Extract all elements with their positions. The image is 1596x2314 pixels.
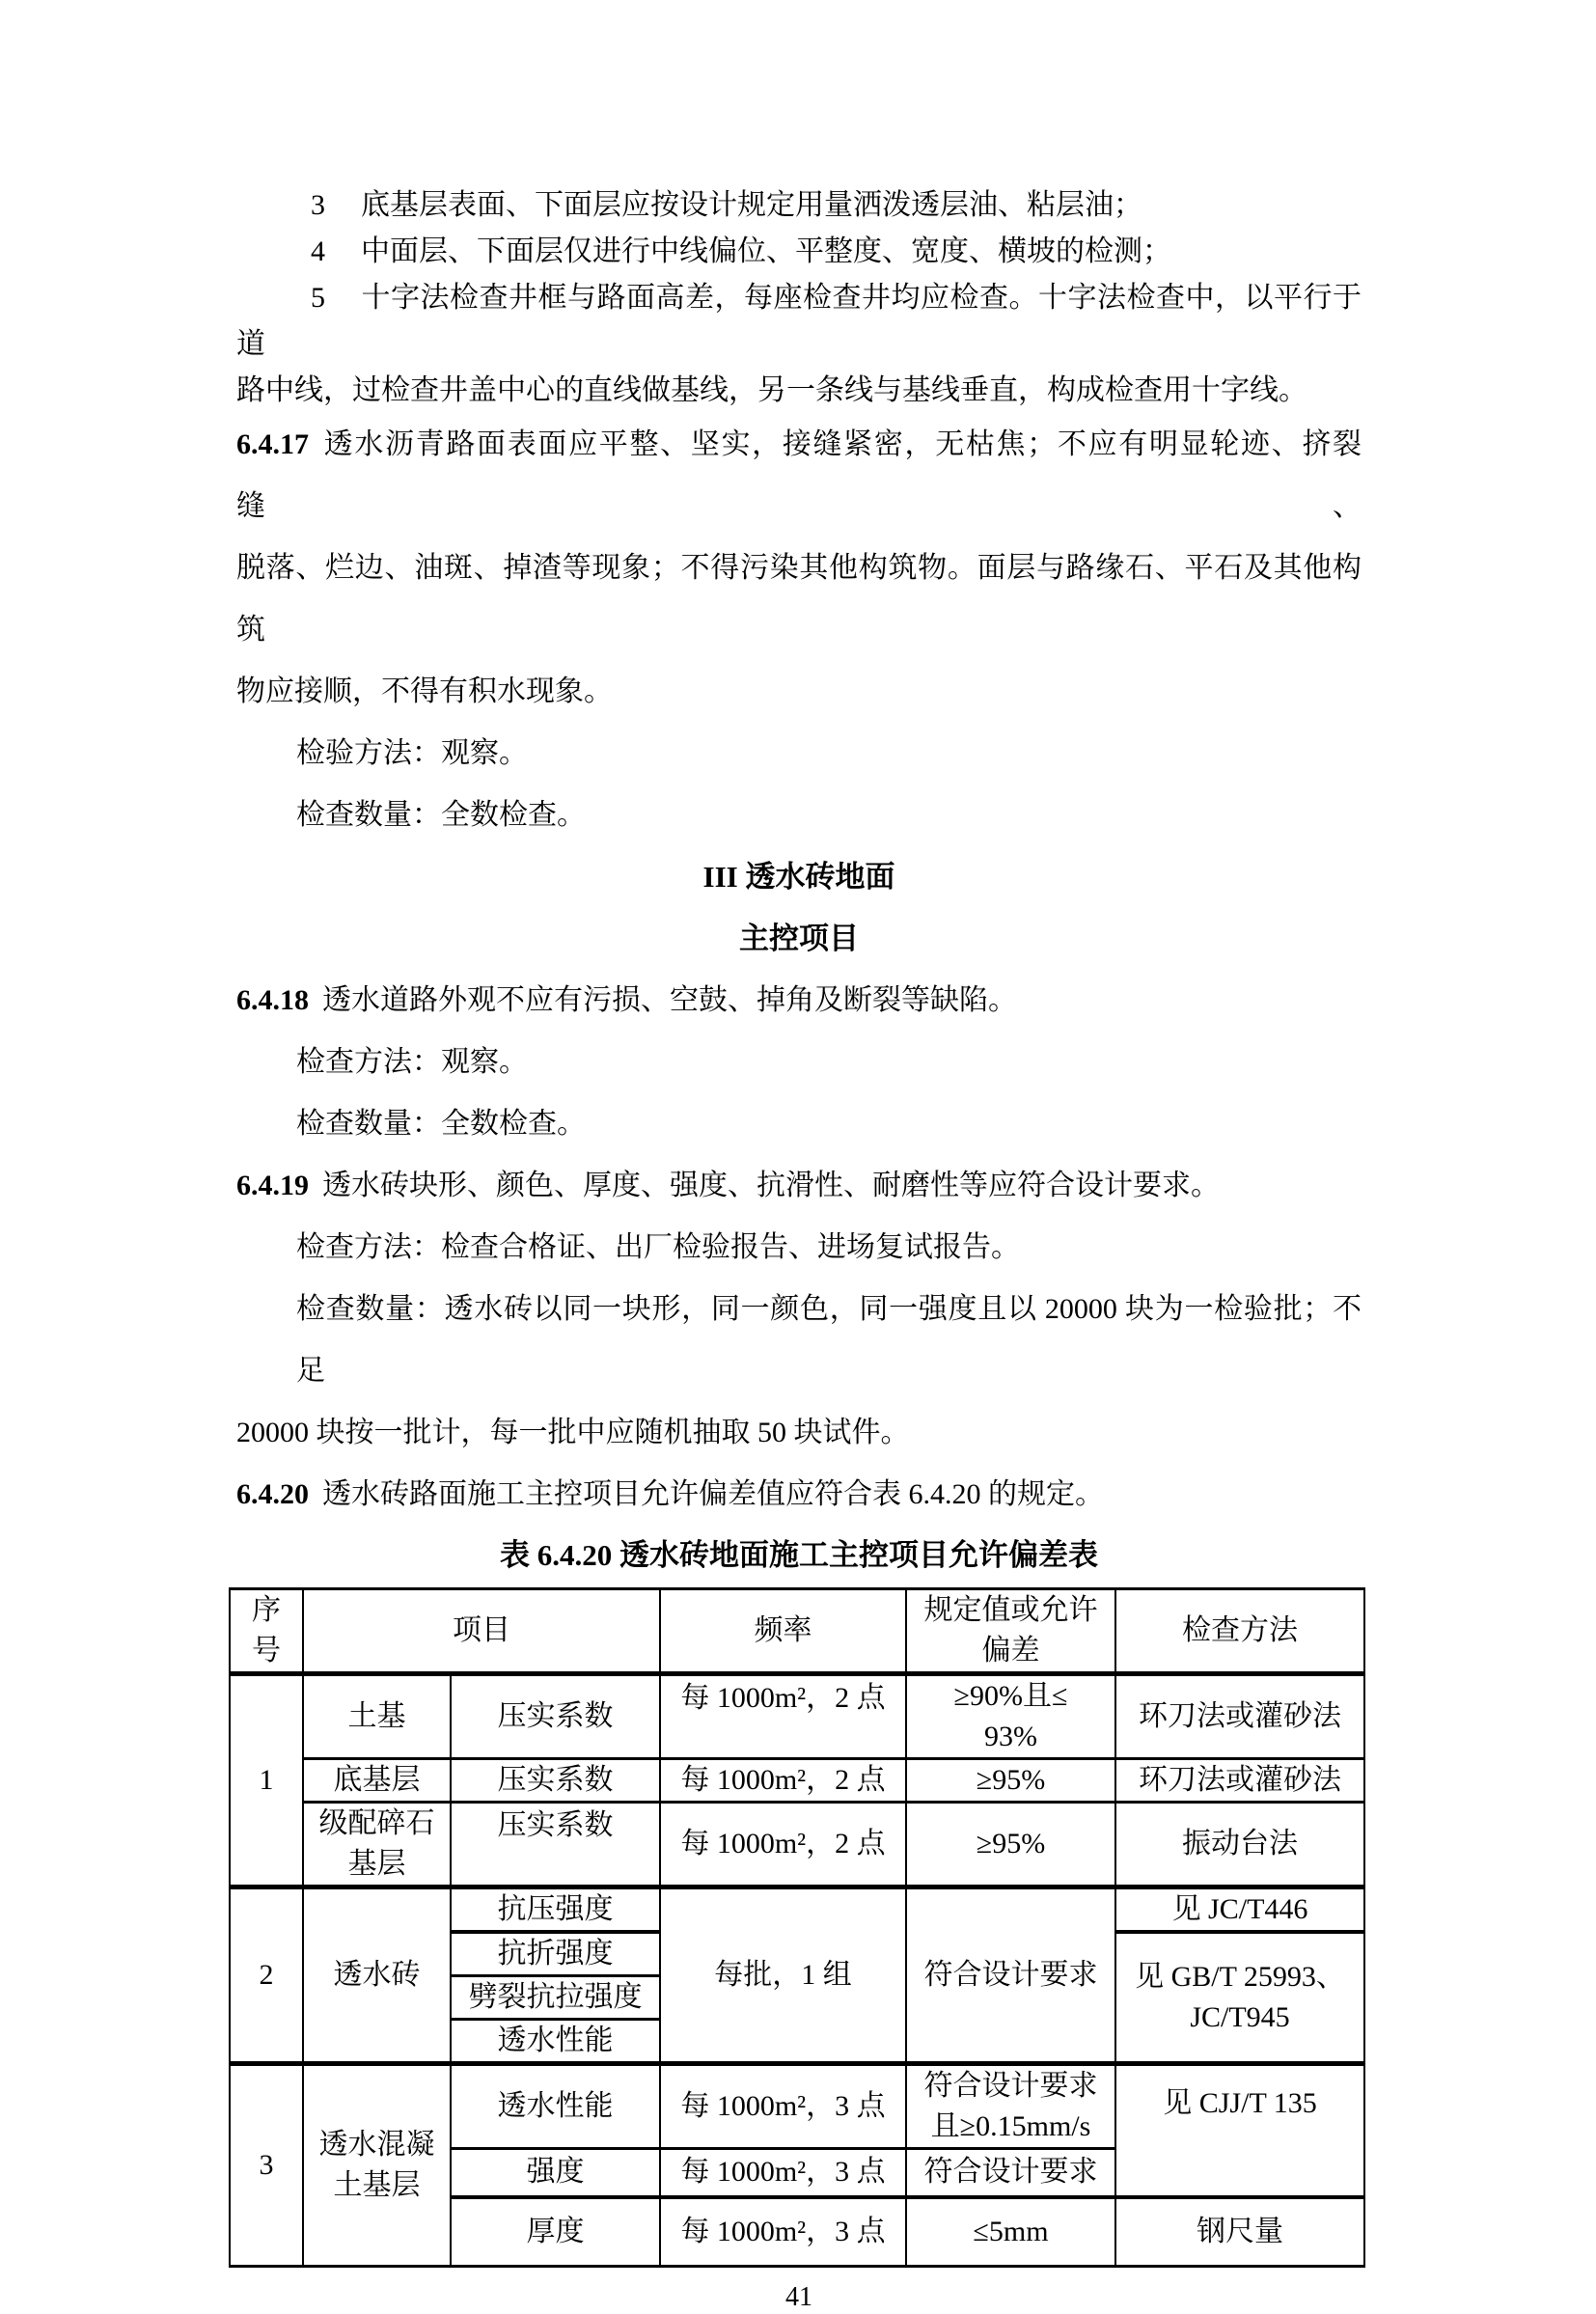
cell-g1r3-item-line1: 级配碎石 [318, 1807, 435, 1839]
list-item-3-text: 底基层表面、下面层应按设计规定用量洒泼透层油、粘层油； [361, 189, 1142, 221]
cell-g2-item: 透水砖 [303, 1887, 451, 2064]
clause-6-4-17-line2: 脱落、烂边、油斑、掉渣等现象；不得污染其他构筑物。面层与路缘石、平石及其他构筑 [236, 552, 1362, 646]
cell-g2-tolerance: 符合设计要求 [906, 1887, 1115, 2064]
cell-g3r3-tolerance: ≤5mm [906, 2197, 1115, 2267]
cell-g2r2-method [1115, 1932, 1364, 2064]
cell-g1r3-item-line2: 基层 [347, 1848, 406, 1880]
clause-6-4-19-text: 透水砖块形、颜色、厚度、强度、抗滑性、耐磨性等应符合设计要求。 [322, 1170, 1220, 1201]
list-item-3 [236, 182, 1362, 229]
clause-6-4-17-number: 6.4.17 [236, 428, 309, 460]
clause-6-4-18 [236, 970, 1362, 1032]
cell-g3r2-subitem: 强度 [451, 2149, 660, 2197]
clause-6-4-19-quantity-line1: 检查数量：透水砖以同一块形，同一颜色，同一强度且以 20000 块为一检验批；不足 [296, 1293, 1362, 1387]
cell-g3r1-tolerance-line1: 符合设计要求 [923, 2070, 1098, 2102]
cell-g1r3-method: 振动台法 [1115, 1803, 1364, 1887]
list-item-3-number: 3 [311, 189, 325, 221]
table-row-subgrade [230, 1674, 1364, 1759]
cell-g1r1-item: 土基 [303, 1674, 451, 1759]
cell-g3-seq: 3 [230, 2064, 303, 2267]
cell-g3r2-tolerance: 符合设计要求 [906, 2149, 1115, 2197]
cell-g2r2-method-line2: JC/T945 [1190, 2001, 1290, 2033]
cell-g1r1-tolerance [906, 1674, 1115, 1759]
cell-g3-item [303, 2064, 451, 2267]
cell-g3r3-frequency: 每 1000m²，3 点 [660, 2197, 906, 2267]
cell-g1-seq: 1 [230, 1674, 303, 1887]
table-title: 表 6.4.20 透水砖地面施工主控项目允许偏差表 [500, 1538, 1098, 1572]
table-row-permeability-concrete [230, 2064, 1364, 2149]
list-item-4-number: 4 [311, 235, 325, 267]
section-heading-master-items: 主控项目 [739, 922, 859, 955]
header-method: 检查方法 [1115, 1589, 1364, 1674]
cell-g3r3-method: 钢尺量 [1115, 2197, 1364, 2267]
clause-6-4-19-check-method: 检查方法：检查合格证、出厂检验报告、进场复试报告。 [296, 1231, 1020, 1263]
cell-g3r1-tolerance [906, 2064, 1115, 2149]
cell-g3r1-tolerance-line2: 且≥0.15mm/s [930, 2110, 1091, 2142]
cell-g1r3-frequency: 每 1000m²，2 点 [660, 1803, 906, 1887]
cell-g2r2-subitem: 抗折强度 [451, 1932, 660, 1976]
cell-g1r3-tolerance: ≥95% [906, 1803, 1115, 1887]
table-row-subbase [230, 1759, 1364, 1803]
header-seq: 序号 [230, 1589, 303, 1674]
table-row-compressive-strength [230, 1887, 1364, 1933]
header-item: 项目 [303, 1589, 660, 1674]
clause-6-4-18-text: 透水道路外观不应有污损、空鼓、掉角及断裂等缺陷。 [322, 984, 1017, 1016]
cell-g3r2-frequency: 每 1000m²，3 点 [660, 2149, 906, 2197]
cell-g1r2-subitem: 压实系数 [451, 1759, 660, 1803]
clause-6-4-17-check-method: 检验方法：观察。 [296, 737, 528, 769]
clause-6-4-17-text-line1: 透水沥青路面表面应平整、坚实，接缝紧密，无枯焦；不应有明显轮迹、挤裂缝、 [236, 428, 1362, 522]
clause-6-4-20 [236, 1464, 1362, 1526]
cell-g3-item-line1: 透水混凝 [318, 2129, 435, 2161]
cell-g2r2-method-line1: 见 GB/T 25993、 [1135, 1961, 1345, 1993]
list-item-4-text: 中面层、下面层仅进行中线偏位、平整度、宽度、横坡的检测； [361, 235, 1171, 267]
cell-g3r3-subitem: 厚度 [451, 2197, 660, 2267]
header-frequency: 频率 [660, 1589, 906, 1674]
cell-g3-item-line2: 土基层 [333, 2169, 421, 2201]
clause-6-4-20-number: 6.4.20 [236, 1478, 309, 1510]
list-item-5-text-line1: 十字法检查井框与路面高差，每座检查井均应检查。十字法检查中，以平行于道 [236, 282, 1362, 360]
clause-6-4-18-check-quantity: 检查数量：全数检查。 [296, 1108, 586, 1140]
cell-g3r1-subitem: 透水性能 [451, 2064, 660, 2149]
cell-g1r1-method: 环刀法或灌砂法 [1115, 1674, 1364, 1759]
cell-g1r2-tolerance: ≥95% [906, 1759, 1115, 1803]
list-item-5-line1 [236, 275, 1362, 368]
cell-g1r3-subitem: 压实系数 [451, 1803, 660, 1887]
cell-g1r1-subitem: 压实系数 [451, 1674, 660, 1759]
cell-g2-frequency: 每批，1 组 [660, 1887, 906, 2064]
cell-g1r2-item: 底基层 [303, 1759, 451, 1803]
page-content [236, 182, 1362, 2314]
cell-g3r1-frequency: 每 1000m²，3 点 [660, 2064, 906, 2149]
clause-6-4-18-check-method: 检查方法：观察。 [296, 1046, 528, 1078]
page-number: 41 [785, 2282, 812, 2312]
clause-6-4-17-line1 [236, 414, 1362, 537]
cell-g2-seq: 2 [230, 1887, 303, 2064]
clause-6-4-19-quantity-line2: 20000 块按一批计，每一批中应随机抽取 50 块试件。 [236, 1417, 910, 1448]
cell-g2r3-subitem: 劈裂抗拉强度 [451, 1976, 660, 2020]
clause-6-4-17-check-quantity: 检查数量：全数检查。 [296, 799, 586, 831]
cell-g3r1-method: 见 CJJ/T 135 [1115, 2064, 1364, 2197]
list-item-5-line2: 路中线，过检查井盖中心的直线做基线，另一条线与基线垂直，构成检查用十字线。 [236, 374, 1307, 406]
clause-6-4-17-line3: 物应接顺，不得有积水现象。 [236, 675, 613, 707]
list-item-5-number: 5 [311, 282, 325, 314]
list-item-4 [236, 229, 1362, 275]
cell-g1r2-method: 环刀法或灌砂法 [1115, 1759, 1364, 1803]
clause-6-4-18-number: 6.4.18 [236, 984, 309, 1016]
cell-g1r1-tolerance-line2: 93% [984, 1721, 1037, 1752]
cell-g2r1-subitem: 抗压强度 [451, 1887, 660, 1933]
tolerance-table [229, 1587, 1365, 2268]
cell-g1r3-item [303, 1803, 451, 1887]
cell-g2r4-subitem: 透水性能 [451, 2020, 660, 2064]
clause-6-4-19 [236, 1155, 1362, 1217]
section-heading-permeable-brick: III 透水砖地面 [702, 860, 895, 894]
header-tolerance: 规定值或允许偏差 [906, 1589, 1115, 1674]
clause-6-4-19-number: 6.4.19 [236, 1170, 309, 1201]
table-header-row [230, 1589, 1364, 1674]
cell-g1r1-tolerance-line1: ≥90%且≤ [953, 1680, 1068, 1712]
clause-6-4-20-text: 透水砖路面施工主控项目允许偏差值应符合表 6.4.20 的规定。 [322, 1478, 1104, 1510]
table-row-graded-gravel-base [230, 1803, 1364, 1887]
cell-g2r1-method: 见 JC/T446 [1115, 1887, 1364, 1933]
cell-g1r1-frequency: 每 1000m²，2 点 [660, 1674, 906, 1759]
cell-g1r2-frequency: 每 1000m²，2 点 [660, 1759, 906, 1803]
